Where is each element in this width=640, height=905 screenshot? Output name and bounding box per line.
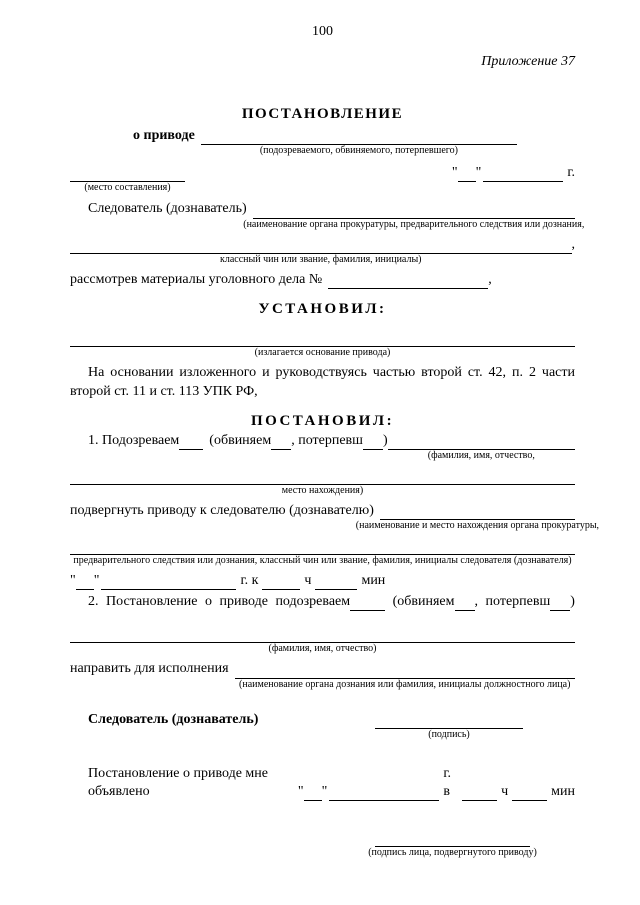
item1-accused-ending-blank (271, 432, 291, 450)
case-number-blank (328, 271, 488, 289)
time-close-quote: " (93, 573, 100, 589)
page-number: 100 (312, 24, 333, 39)
item2-name-caption: (фамилия, имя, отчество) (268, 643, 377, 655)
signature-blank (375, 711, 523, 740)
location-caption: место нахождения) (281, 484, 364, 496)
time-day-blank (76, 572, 94, 590)
basis-caption: (излагается основание привода) (254, 346, 391, 358)
announcement-line (70, 765, 575, 801)
deliver-line (70, 502, 600, 532)
deliver-caption-1: (наименование и место нахождения органа прокуратуры, (355, 520, 600, 532)
announce-day-blank (304, 783, 322, 801)
investigator-line (70, 200, 585, 230)
item2-victim-group (486, 593, 575, 611)
item2-word-resolution: Постановление (106, 594, 198, 610)
basis-paragraph: На основании изложенного и руководствуясь частью второй ст. 42, п. 2 части второй ст. 11 и ст. 113 УПК РФ, (70, 364, 575, 399)
subject-label: о приводе (133, 128, 195, 143)
announcement-text: Постановление о приводе мне объявлено (88, 765, 268, 800)
subject-signature-line (70, 829, 575, 859)
time-minutes-label: мин (361, 573, 386, 589)
item2-number: 2. (88, 594, 99, 610)
case-number-line (70, 271, 575, 289)
item2-word-victim: потерпевш (485, 594, 551, 610)
item2-accused-comma: , (474, 594, 479, 610)
item1-name-blank (388, 432, 575, 461)
place-date-line (70, 164, 575, 194)
deliver-label: подвергнуть приводу к следователю (дознавателю) (70, 502, 374, 518)
time-hours-label: ч (304, 573, 312, 589)
item1-close-paren: ) (382, 432, 388, 448)
announce-minutes-blank (512, 783, 547, 801)
basis-rule (70, 329, 575, 358)
signature-line (70, 711, 575, 740)
annex-label: Приложение 37 (481, 54, 575, 69)
time-year-to: г. к (240, 573, 259, 589)
item2-name-rule (70, 625, 575, 655)
case-trailing-comma: , (488, 271, 492, 287)
item1-name-caption: (фамилия, имя, отчество, (427, 449, 535, 461)
rule-trailing-comma: , (571, 236, 575, 252)
announce-close-quote: " (321, 784, 328, 800)
item2-suspect-ending-blank (350, 593, 385, 611)
appearance-time-line (70, 572, 575, 590)
subject-signature-blank (368, 829, 537, 859)
item2-word-accused: (обвиняем (392, 594, 455, 610)
item1-line (70, 432, 575, 461)
established-heading: УСТАНОВИЛ: (258, 300, 387, 317)
item1-victim-ending-blank (363, 432, 383, 450)
case-label: рассмотрев материалы уголовного дела № (70, 271, 323, 287)
deliver-rule-blank (70, 537, 575, 567)
item2-name-blank (70, 625, 575, 655)
time-open-quote: " (70, 573, 76, 589)
item2-accused-group (393, 593, 478, 611)
item1-victim: , потерпевш (291, 432, 363, 448)
item2-accused-ending-blank (455, 593, 475, 611)
time-month-blank (101, 572, 236, 590)
announce-month-blank (329, 783, 439, 801)
item1-lead: 1. Подозреваем (88, 432, 180, 448)
announce-minutes-label: мин (551, 784, 575, 800)
date-day-blank (458, 164, 476, 182)
investigator-caption-1: (наименование органа прокуратуры, предварительного следствия или дознания, (243, 218, 585, 230)
subject-caption: (подозреваемого, обвиняемого, потерпевшего) (259, 145, 458, 157)
investigator-caption-2: классный чин или звание, фамилия, инициалы) (220, 253, 422, 265)
item2-word-suspect: подозреваем (275, 594, 351, 610)
date-year-suffix: г. (567, 165, 575, 181)
subject-blank (201, 127, 517, 157)
time-hours-blank (262, 572, 300, 590)
location-rule (70, 467, 575, 496)
time-minutes-blank (315, 572, 357, 590)
deliver-caption-2: предварительного следствия или дознания, классный чин или звание, фамилия, инициалы следователя (дознавателя) (73, 555, 572, 567)
subject-line (133, 127, 517, 157)
item2-word-compulsion: приводе (219, 594, 268, 610)
item1-suspect-ending-blank (179, 432, 203, 450)
date-open-quote: " (451, 165, 458, 181)
item2-word-on: о (205, 594, 212, 610)
announce-open-quote: " (297, 784, 304, 800)
item1-accused: (обвиняем (209, 432, 272, 448)
resolved-heading: ПОСТАНОВИЛ: (250, 412, 395, 429)
item2-close-paren: ) (570, 594, 575, 610)
send-blank (235, 661, 575, 690)
deliver-rule (70, 537, 575, 567)
investigator-rule-blank (70, 236, 572, 265)
place-blank (70, 164, 185, 194)
location-blank (70, 467, 575, 496)
item2-line (70, 593, 575, 611)
item2-victim-ending-blank (550, 593, 570, 611)
announce-hours-blank (462, 783, 497, 801)
deliver-blank (355, 502, 600, 532)
announce-hours-label: ч (501, 784, 509, 800)
date-month-blank (483, 164, 563, 182)
investigator-blank (243, 201, 585, 230)
investigator-label: Следователь (дознаватель) (88, 201, 247, 217)
send-line (70, 660, 575, 690)
subject-signature-caption: (подпись лица, подвергнутого приводу) (368, 847, 537, 859)
form-title: ПОСТАНОВЛЕНИЕ (241, 106, 404, 122)
send-caption: (наименование органа дознания или фамилия, инициалы должностного лица) (239, 678, 571, 690)
date-close-quote: " (475, 165, 482, 181)
place-caption: (место составления) (84, 182, 171, 194)
send-label: направить для исполнения (70, 661, 229, 677)
basis-blank (70, 329, 575, 358)
signature-label: Следователь (дознаватель) (88, 711, 259, 727)
investigator-rule (70, 236, 575, 265)
signature-caption: (подпись) (428, 728, 470, 740)
item2-suspect-group (275, 593, 385, 611)
announce-year-at: г. в (443, 765, 451, 800)
